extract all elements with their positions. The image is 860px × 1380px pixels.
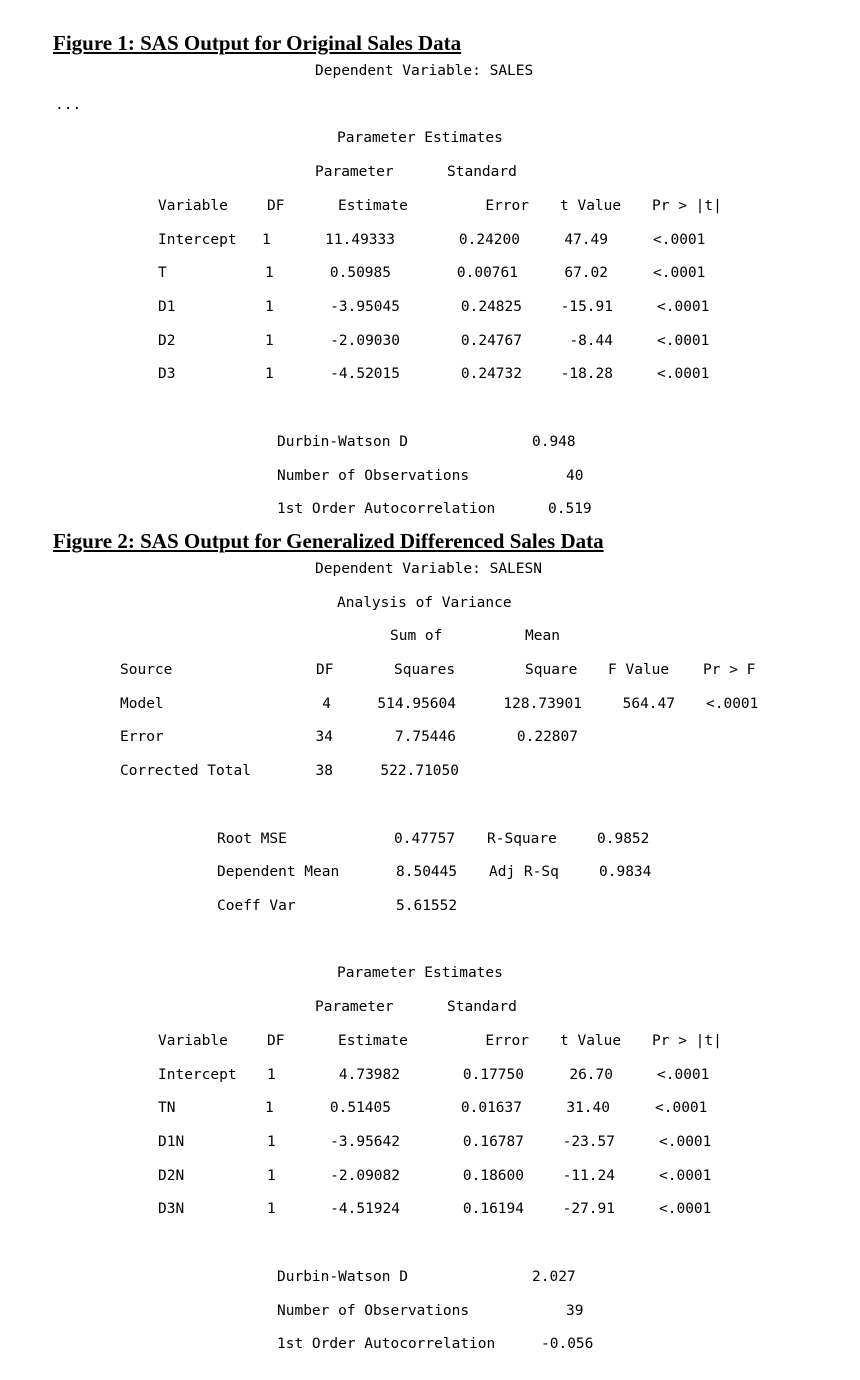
cell-df: 34 [315,729,333,745]
cell-variable: Intercept [158,1067,237,1083]
cell-error: 0.01637 [460,1100,522,1116]
cell-p-value: <.0001 [657,333,710,349]
figure-1-col-standard: Standard [447,164,517,180]
cell-error: 0.17750 [462,1067,524,1083]
r-square-label: R-Square [487,831,557,847]
cell-error: 0.16787 [462,1134,524,1150]
cell-error: 0.24732 [460,366,522,382]
cell-error: 0.00761 [456,265,518,281]
figure-2-col-parameter: Parameter [315,999,394,1015]
cell-df: 4 [322,696,331,712]
col-t-value: t Value [560,1033,622,1049]
cell-estimate: -2.09082 [330,1168,400,1184]
col-p-value: Pr > |t| [652,198,722,214]
col-variable: Variable [158,1033,228,1049]
cell-variable: T [158,265,167,281]
cell-p-value: <.0001 [655,1100,708,1116]
figure-2-dependent-variable: Dependent Variable: SALESN [315,561,542,577]
r-square-value: 0.9852 [597,831,650,847]
cell-p-value: <.0001 [659,1201,712,1217]
col-square: Square [525,662,578,678]
anova-heading: Analysis of Variance [337,595,512,611]
cell-estimate: 0.50985 [329,265,391,281]
cell-t-value: 26.70 [569,1067,613,1083]
cell-p-value: <.0001 [657,366,710,382]
figure-2-parameter-estimates-heading: Parameter Estimates [337,965,503,981]
cell-t-value: -27.91 [562,1201,615,1217]
autocorrelation-value: -0.056 [541,1336,594,1352]
cell-p-value: <.0001 [657,299,710,315]
adj-r-square-label: Adj R-Sq [489,864,559,880]
cell-df: 1 [265,1100,274,1116]
figure-2-col-standard: Standard [447,999,517,1015]
number-of-observations-label: Number of Observations [277,1303,470,1319]
cell-error: 0.18600 [462,1168,524,1184]
cell-estimate: -3.95045 [330,299,400,315]
cell-mean-square: 0.22807 [516,729,578,745]
figure-1-parameter-estimates-heading: Parameter Estimates [337,130,503,146]
cell-estimate: -3.95642 [330,1134,400,1150]
cell-variable: D1 [158,299,176,315]
number-of-observations-value: 40 [566,468,584,484]
coeff-var-label: Coeff Var [217,898,296,914]
col-df: DF [267,198,285,214]
col-squares: Squares [394,662,456,678]
col-f-value: F Value [608,662,670,678]
durbin-watson-label: Durbin-Watson D [277,434,408,450]
figure-1-title: Figure 1: SAS Output for Original Sales Data [53,31,462,55]
cell-variable: Intercept [158,232,237,248]
cell-sum-of-squares: 7.75446 [394,729,456,745]
coeff-var-value: 5.61552 [396,898,458,914]
cell-estimate: -2.09030 [330,333,400,349]
anova-col-sum-of: Sum of [390,628,443,644]
cell-t-value: -11.24 [562,1168,615,1184]
dependent-mean-label: Dependent Mean [217,864,340,880]
anova-col-mean: Mean [525,628,560,644]
cell-f-value: 564.47 [622,696,675,712]
cell-sum-of-squares: 514.95604 [377,696,456,712]
col-df: DF [316,662,334,678]
number-of-observations-value: 39 [566,1303,584,1319]
cell-df: 38 [315,763,333,779]
cell-df: 1 [265,265,274,281]
cell-variable: TN [158,1100,176,1116]
cell-estimate: 11.49333 [325,232,395,248]
cell-df: 1 [267,1067,276,1083]
col-df: DF [267,1033,285,1049]
cell-sum-of-squares: 522.71050 [380,763,459,779]
cell-df: 1 [267,1168,276,1184]
cell-source: Corrected Total [120,763,251,779]
cell-variable: D2N [158,1168,185,1184]
cell-t-value: 47.49 [564,232,608,248]
cell-p-value: <.0001 [659,1134,712,1150]
cell-source: Error [120,729,164,745]
cell-variable: D1N [158,1134,185,1150]
durbin-watson-label: Durbin-Watson D [277,1269,408,1285]
cell-t-value: -8.44 [569,333,613,349]
cell-t-value: -15.91 [560,299,613,315]
cell-error: 0.24767 [460,333,522,349]
cell-df: 1 [265,333,274,349]
cell-estimate: -4.51924 [330,1201,400,1217]
col-p-value: Pr > F [703,662,756,678]
dependent-mean-value: 8.50445 [396,864,458,880]
cell-variable: D3 [158,366,176,382]
root-mse-label: Root MSE [217,831,287,847]
autocorrelation-label: 1st Order Autocorrelation [277,501,496,517]
durbin-watson-value: 0.948 [532,434,576,450]
adj-r-square-value: 0.9834 [599,864,652,880]
cell-error: 0.24200 [458,232,520,248]
autocorrelation-label: 1st Order Autocorrelation [277,1336,496,1352]
col-estimate: Estimate [338,1033,408,1049]
col-source: Source [120,662,173,678]
cell-mean-square: 128.73901 [503,696,582,712]
cell-estimate: -4.52015 [330,366,400,382]
cell-t-value: 31.40 [566,1100,610,1116]
figure-1-ellipsis: ... [55,97,82,113]
cell-df: 1 [267,1134,276,1150]
durbin-watson-value: 2.027 [532,1269,576,1285]
cell-variable: D3N [158,1201,185,1217]
figure-1-dependent-variable: Dependent Variable: SALES [315,63,534,79]
col-error: Error [485,198,529,214]
cell-p-value: <.0001 [706,696,759,712]
cell-p-value: <.0001 [653,265,706,281]
cell-estimate: 4.73982 [338,1067,400,1083]
number-of-observations-label: Number of Observations [277,468,470,484]
cell-df: 1 [267,1201,276,1217]
cell-df: 1 [262,232,271,248]
col-estimate: Estimate [338,198,408,214]
figure-2-title: Figure 2: SAS Output for Generalized Differenced Sales Data [53,529,604,553]
col-p-value: Pr > |t| [652,1033,722,1049]
cell-variable: D2 [158,333,176,349]
cell-error: 0.16194 [462,1201,524,1217]
figure-1-col-parameter: Parameter [315,164,394,180]
cell-source: Model [120,696,164,712]
col-error: Error [485,1033,529,1049]
col-variable: Variable [158,198,228,214]
cell-p-value: <.0001 [657,1067,710,1083]
cell-p-value: <.0001 [653,232,706,248]
cell-df: 1 [265,299,274,315]
col-t-value: t Value [560,198,622,214]
cell-t-value: -23.57 [562,1134,615,1150]
cell-t-value: 67.02 [564,265,608,281]
cell-t-value: -18.28 [560,366,613,382]
cell-p-value: <.0001 [659,1168,712,1184]
root-mse-value: 0.47757 [394,831,456,847]
cell-error: 0.24825 [460,299,522,315]
cell-df: 1 [265,366,274,382]
autocorrelation-value: 0.519 [548,501,592,517]
cell-estimate: 0.51405 [329,1100,391,1116]
